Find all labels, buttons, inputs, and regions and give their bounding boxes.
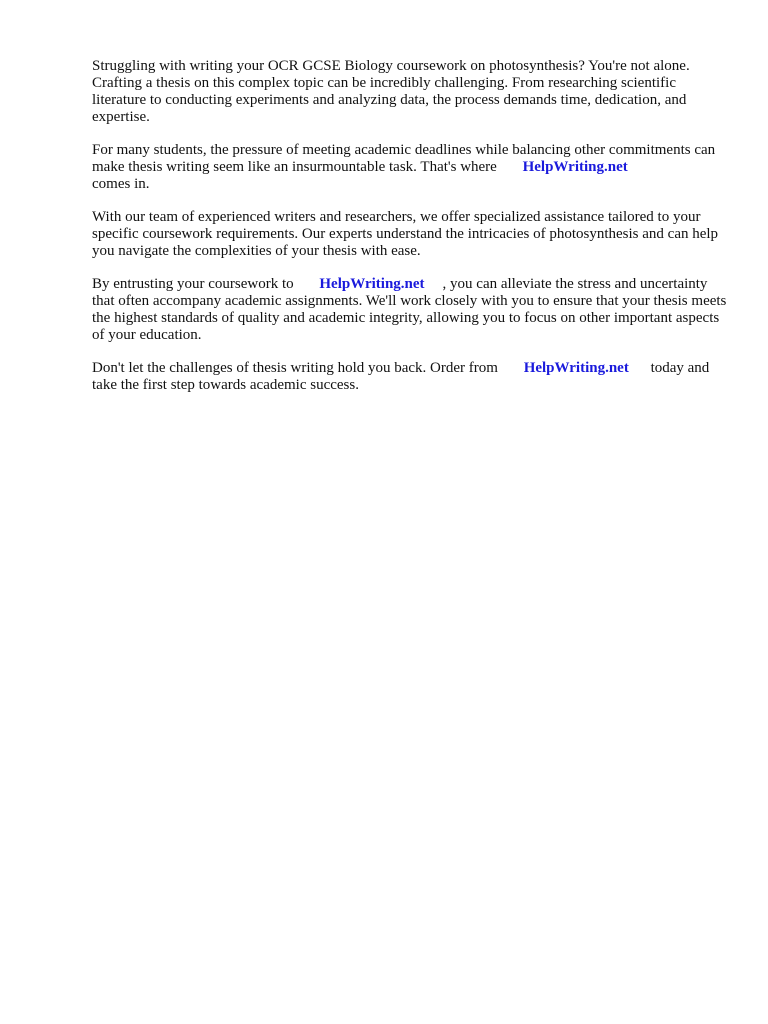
document-body bbox=[92, 58, 728, 410]
paragraph-entrusting-text-after: , you can alleviate the stress and uncertainty that often accompany academic assignments. We'll work closely with you to ensure that your thesis meets the highest standards of quality and academic integrity, allowing you to focus on other important aspects of your education. bbox=[92, 276, 727, 343]
paragraph-entrusting bbox=[92, 276, 728, 344]
paragraph-team bbox=[92, 209, 728, 260]
paragraph-pressure-text-before: For many students, the pressure of meeting academic deadlines while balancing other commitments can make thesis writing seem like an insurmountable task. That's where bbox=[92, 142, 716, 175]
paragraph-order-text-before: Don't let the challenges of thesis writing hold you back. Order from bbox=[92, 360, 498, 376]
helpwriting-link-3[interactable]: HelpWriting.net bbox=[523, 360, 629, 376]
paragraph-order-text-after: today and take the first step towards academic success. bbox=[92, 360, 710, 393]
paragraph-pressure-text-after: comes in. bbox=[92, 176, 150, 192]
helpwriting-link-2[interactable]: HelpWriting.net bbox=[319, 276, 425, 292]
paragraph-team-text: With our team of experienced writers and researchers, we offer specialized assistance tailored to your specific coursework requirements. Our experts understand the intricacies of photosynthesis and can help you navigate the complexities of your thesis with ease. bbox=[92, 209, 719, 259]
paragraph-intro bbox=[92, 58, 728, 126]
paragraph-intro-text: Struggling with writing your OCR GCSE Biology coursework on photosynthesis? You're not alone. Crafting a thesis on this complex topic can be incredibly challenging. From researching scientific literature to conducting experiments and analyzing data, the process demands time, dedication, and expertise. bbox=[92, 58, 690, 125]
helpwriting-link-1[interactable]: HelpWriting.net bbox=[522, 159, 628, 175]
paragraph-entrusting-text-before: By entrusting your coursework to bbox=[92, 276, 294, 292]
paragraph-order bbox=[92, 360, 728, 394]
paragraph-pressure bbox=[92, 142, 728, 193]
